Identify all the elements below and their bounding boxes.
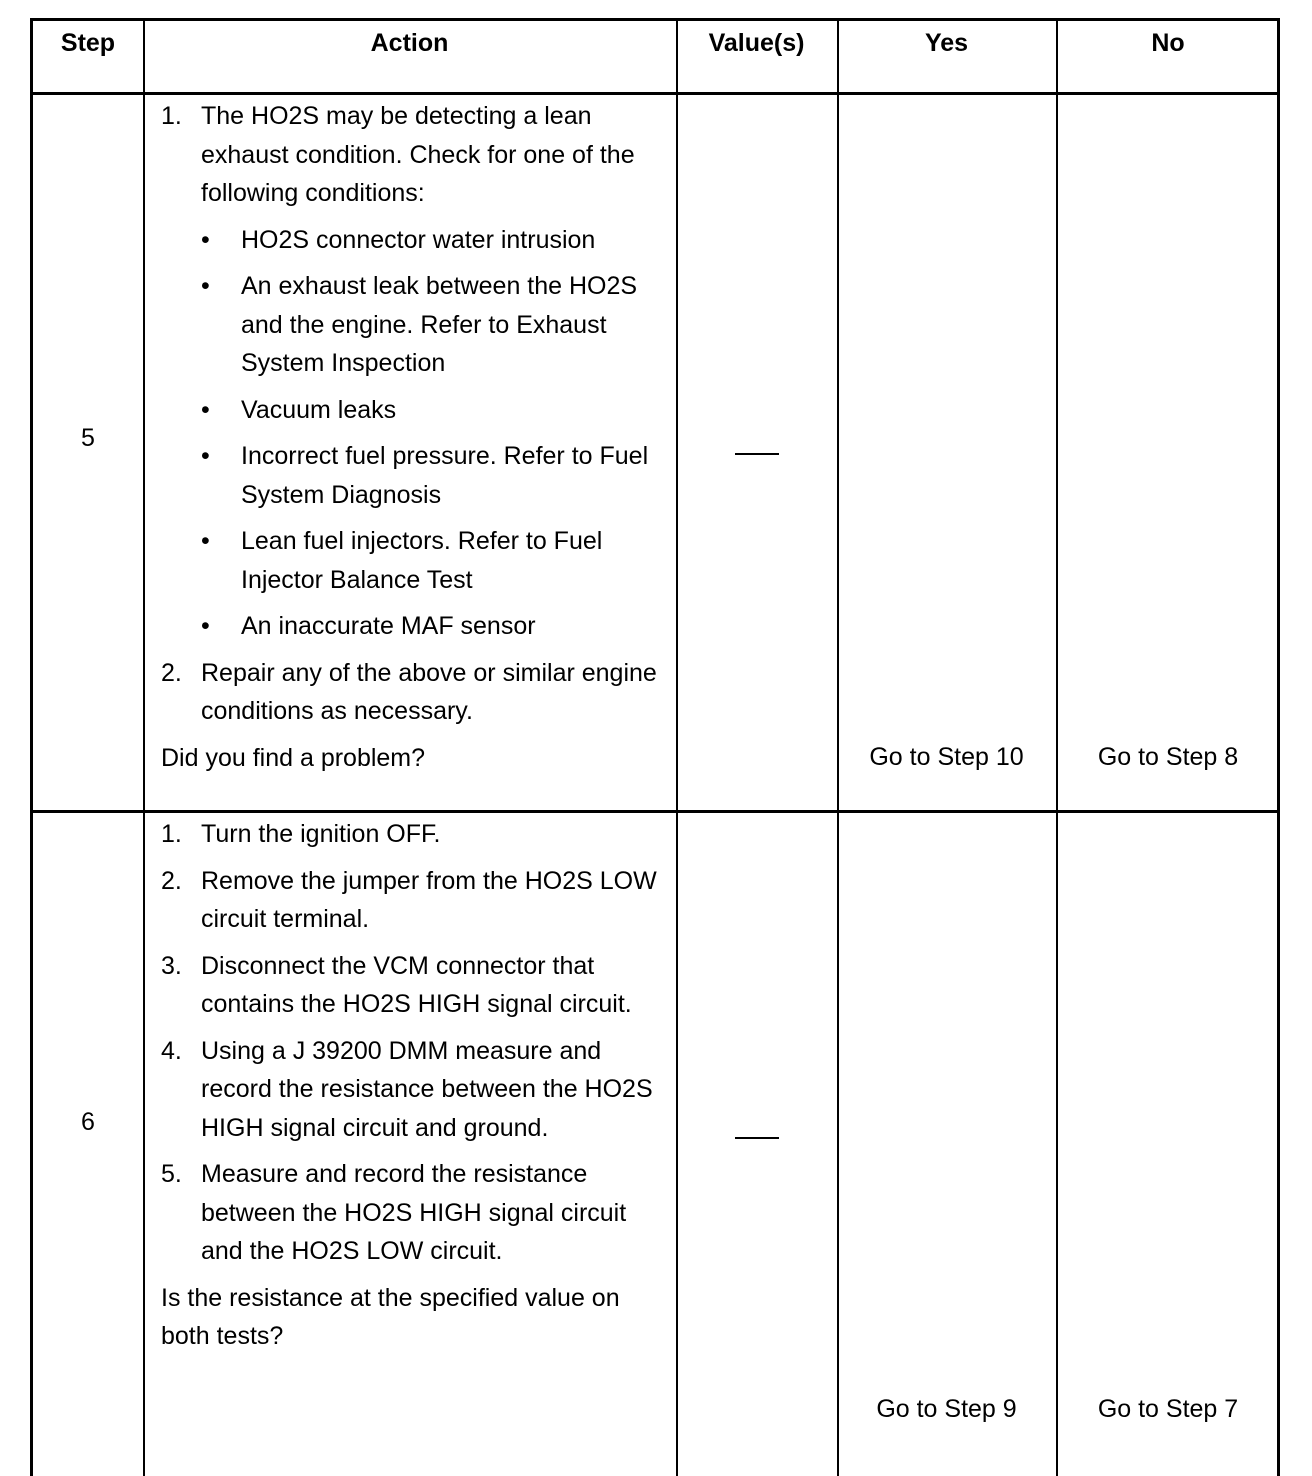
action-step-text: Repair any of the above or similar engine conditions as necessary.	[201, 658, 657, 725]
condition-item	[161, 607, 661, 646]
action-cell	[161, 815, 661, 1356]
action-step-number: 3.	[161, 951, 182, 980]
diagnostic-table	[30, 18, 1280, 1476]
header-values: Value(s)	[708, 29, 805, 57]
column-divider	[143, 21, 145, 1476]
action-step-number: 2.	[161, 866, 182, 895]
action-step-number: 2.	[161, 658, 182, 687]
condition-text: HO2S connector water intrusion	[241, 225, 596, 254]
bullet-icon: •	[201, 395, 210, 424]
step-number: 6	[81, 1108, 95, 1136]
header-yes: Yes	[924, 29, 969, 57]
condition-text: An exhaust leak between the HO2S and the engine. Refer to Exhaust System Inspection	[241, 272, 638, 377]
action-step-text: Disconnect the VCM connector that contains the HO2S HIGH signal circuit.	[201, 951, 632, 1018]
yes-goto-link[interactable]: Go to Step 9	[876, 1395, 1017, 1423]
condition-text: Incorrect fuel pressure. Refer to Fuel System Diagnosis	[241, 442, 649, 509]
row-divider	[33, 92, 1277, 95]
condition-text: An inaccurate MAF sensor	[241, 612, 536, 640]
action-step	[161, 1032, 661, 1148]
yes-goto-link[interactable]: Go to Step 10	[869, 743, 1024, 771]
action-step	[161, 815, 661, 854]
bullet-icon: •	[201, 442, 210, 470]
action-step-text: The HO2S may be detecting a lean exhaust condition. Check for one of the following conditions:	[201, 102, 635, 207]
bullet-icon: •	[201, 527, 210, 555]
bullet-icon: •	[201, 225, 210, 254]
question-text: Is the resistance at the specified value on both tests?	[161, 1283, 620, 1350]
step-number: 5	[81, 424, 95, 452]
action-step	[161, 862, 661, 939]
action-step	[161, 654, 661, 731]
action-step	[161, 97, 661, 213]
action-step	[161, 1155, 661, 1271]
action-step-number: 1.	[161, 102, 182, 130]
no-goto-link[interactable]: Go to Step 8	[1097, 743, 1239, 771]
value-dash	[735, 453, 779, 455]
condition-text: Lean fuel injectors. Refer to Fuel Injector Balance Test	[241, 527, 603, 594]
header-no: No	[1151, 29, 1185, 57]
value-dash	[735, 1137, 779, 1139]
action-step-number: 5.	[161, 1160, 182, 1188]
question-text: Did you find a problem?	[161, 743, 426, 772]
condition-item	[161, 221, 661, 260]
bullet-icon: •	[201, 612, 210, 640]
condition-item	[161, 267, 661, 383]
condition-item	[161, 437, 661, 514]
action-step-text: Using a J 39200 DMM measure and record the resistance between the HO2S HIGH signal circuit and ground.	[201, 1036, 653, 1142]
bullet-icon: •	[201, 272, 210, 300]
action-step-number: 4.	[161, 1036, 182, 1065]
condition-text: Vacuum leaks	[241, 395, 397, 424]
header-action: Action	[370, 29, 449, 57]
action-step-number: 1.	[161, 820, 182, 848]
no-goto-link[interactable]: Go to Step 7	[1097, 1395, 1239, 1423]
action-step-text: Remove the jumper from the HO2S LOW circuit terminal.	[201, 866, 657, 933]
action-step-text: Turn the ignition OFF.	[201, 820, 441, 848]
condition-item	[161, 522, 661, 599]
action-step	[161, 947, 661, 1024]
row-divider	[33, 810, 1277, 813]
header-step: Step	[60, 29, 116, 57]
condition-item	[161, 391, 661, 430]
action-cell	[161, 97, 661, 777]
action-step-text: Measure and record the resistance between the HO2S HIGH signal circuit and the HO2S LOW circuit.	[201, 1160, 627, 1265]
column-divider	[676, 21, 678, 1476]
